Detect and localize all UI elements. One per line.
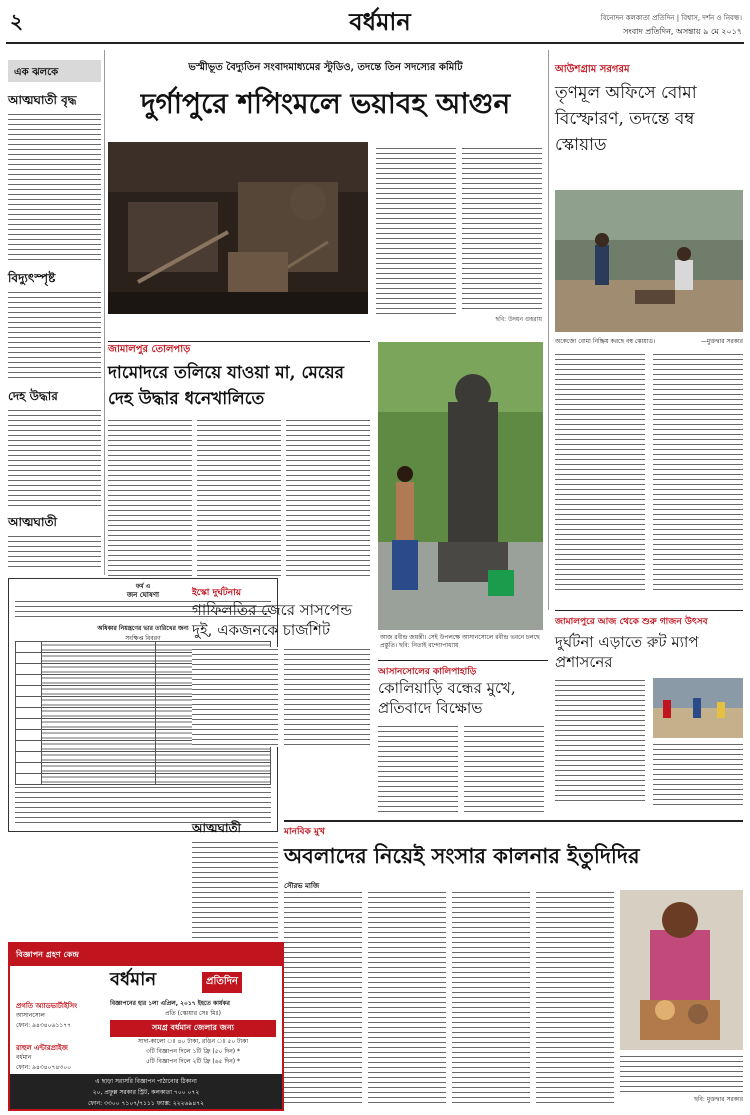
colliery-headline: কোলিয়াড়ি বন্ধের মুখে, প্রতিবাদে বিক্ষোভ — [378, 679, 516, 717]
brief-text-1 — [8, 112, 101, 262]
lead-kicker: ভস্মীভূত বৈদ্যুতিন সংবাদমাধ্যমের স্টুডিও, তদন্তে তিন সদস্যের কমিটি — [188, 62, 463, 73]
section-tag: এক ঝলকে — [14, 67, 59, 78]
colliery-text-col-1 — [378, 724, 458, 814]
masthead — [0, 0, 750, 44]
brief-heading-2: বিদ্যুৎস্পৃষ্ট — [8, 271, 56, 285]
ad-agency-1-phone: ফোন: ৯৪৩৪০৬১১৭৭ — [16, 1022, 72, 1029]
damodar-text-col-3 — [286, 418, 370, 578]
feature-headline: অবলাদের নিয়েই সংসার কালনার ইতুদিদির — [284, 843, 640, 868]
feature-text-col-2 — [368, 890, 446, 1106]
feature-photo-caption — [620, 1054, 743, 1094]
bomb-headline: তৃণমূল অফিসে বোমা বিস্ফোরণ, তদন্তে বম্ব স্কোয়াড — [555, 83, 697, 155]
lead-story — [108, 50, 543, 340]
ad-region: সমগ্র বর্ধমান জেলার জন্য — [110, 1020, 276, 1037]
feature-text-col-3 — [452, 890, 530, 1106]
lead-photo-fire — [108, 142, 368, 314]
feature-text-col-4 — [536, 890, 614, 1106]
ad-header — [10, 944, 282, 966]
page-title: বর্ধমান — [349, 7, 411, 36]
gajan-top-rule — [555, 610, 743, 611]
ad-offer-2: প্রতি (স্কোয়ার সেঃ মিঃ) — [164, 1010, 221, 1017]
suspend-text-col-1 — [192, 647, 278, 747]
brief-text-4 — [8, 534, 101, 570]
statue-caption: আজ রবীন্দ্র জয়ন্তী। সেই উপলক্ষে আসানসোলে রবীন্দ্র ভবনে চলছে প্রস্তুতি। ছবি: নিতাই বন্দ্যোপাধ্যায় — [380, 634, 540, 649]
masthead-info-top: বিনোদন কলকাতা প্রতিদিন | বিশ্বাস, দর্শন ও নিবন্ধ। — [600, 14, 742, 22]
ad-address: ২০, প্রফুল্ল সরকার স্ট্রিট, কলকাতা ৭০০ ০৭২ — [92, 1089, 200, 1096]
tender-form-label: ফর্ম এ — [135, 583, 151, 590]
page-number: ২ — [10, 9, 24, 33]
ad-phone: ফোন: ৩৩০০ ৭১০৭/৭১১১ ফ্যাক্স: ২২২৬৯৪৭২ — [87, 1100, 205, 1107]
advert-box — [8, 942, 284, 1111]
tender-table-head: সংক্ষিপ্ত বিবরণ — [125, 635, 161, 642]
masthead-rule — [6, 42, 744, 44]
feature-photo — [620, 890, 743, 1050]
bomb-photo — [555, 190, 743, 332]
tender-title: জন ঘোষণা — [126, 591, 160, 599]
suicide2-text — [192, 840, 278, 950]
tagore-statue-image — [378, 342, 543, 630]
ad-footer-text: এ ছাড়া সরাসরি বিজ্ঞাপন পাঠানোর ঠিকানা — [95, 1078, 197, 1085]
ad-tagline: বিজ্ঞাপন গ্রহণ কেন্দ্র — [16, 950, 79, 959]
brief-text-2 — [8, 290, 101, 382]
ad-offer-1: বিজ্ঞাপনের হার ১লা এপ্রিল, ২০১৭ ইহতে কার্যকর — [110, 1000, 230, 1007]
lead-headline: দুর্গাপুরে শপিংমলে ভয়াবহ আগুন — [140, 87, 511, 120]
colliery-story — [378, 662, 743, 817]
damodar-story — [108, 342, 370, 582]
bomb-tag: আউশগ্রাম সরগরম — [555, 64, 630, 75]
statue-photo — [378, 342, 543, 630]
suspend-story — [192, 585, 372, 815]
woman-with-animals-image — [620, 890, 743, 1050]
ad-agency-1: প্রগতি অ্যাডভার্টাইসিং — [16, 1002, 78, 1010]
gajan-headline: দুর্ঘটনা এড়াতে রুট ম্যাপ প্রশাসনের — [555, 633, 699, 671]
feature-tag: মানবিক মুখ — [284, 827, 325, 837]
ad-agency-1-area: আসানসোল — [16, 1012, 45, 1019]
feature-byline: সৌরভ মাজি — [284, 882, 320, 890]
feature-text-col-1 — [284, 890, 362, 1106]
lead-byline: ছবি: উদয়ন গুহরায় — [495, 316, 542, 323]
tender-subtitle: অধিকার নিয়ন্ত্রণের ভার তারিখের জন্য — [97, 625, 189, 632]
feature-top-rule — [284, 820, 743, 822]
lead-text-col-1 — [376, 146, 456, 316]
ad-agency-2: রাহুল এন্টারপ্রাইজ — [16, 1044, 68, 1052]
damodar-headline: দামোদরে তলিয়ে যাওয়া মা, মেয়ের দেহ উদ্ধার ধনেখালিতে — [108, 363, 344, 409]
section-tag-box — [8, 60, 101, 82]
bomb-text-col-2 — [653, 352, 743, 592]
ad-brand: প্রতিদিন — [202, 972, 242, 993]
damodar-text-col-2 — [197, 418, 281, 578]
left-column — [8, 60, 101, 570]
feature-credit: ছবি: মুক্তদ্বার সরকার — [694, 1096, 743, 1103]
suspend-tag: ইস্কো দুর্ঘটনায় — [192, 588, 241, 598]
suicide2-heading: আত্মঘাতী — [192, 821, 241, 835]
colliery-tag: আসানসোলের কালিপাহাড়ি — [378, 667, 477, 677]
ad-title: বর্ধমান — [110, 969, 157, 990]
gajan-tag: জামালপুরে আজ থেকে শুরু গাজন উৎসব — [555, 617, 708, 627]
left-column-divider — [104, 50, 105, 575]
ad-rate-2: ৩টি বিজ্ঞাপন দিলে ১টি ফ্রি (৫০ দিন) * — [145, 1048, 241, 1055]
ad-rate-3: ৫টি বিজ্ঞাপন দিলে ২টি ফ্রি (৬৫ দিন) * — [145, 1058, 241, 1065]
bomb-credit: —মুক্তদ্বার সরকার — [700, 338, 743, 345]
ad-agency-2-area: বর্ধমান — [16, 1054, 32, 1061]
brief-heading-4: আত্মঘাতী — [8, 515, 57, 529]
brief-heading-3: দেহ উদ্ধার — [8, 389, 58, 403]
feature-story — [284, 824, 743, 1109]
center-divider — [548, 50, 549, 610]
bomb-text-col-1 — [555, 352, 645, 592]
bomb-story — [555, 60, 743, 610]
ad-footer — [10, 1074, 282, 1109]
suspend-headline: গাফিলতির জেরে সাসপেন্ড দুই, একজনকে চার্জশিট — [192, 601, 353, 639]
bomb-squad-image — [555, 190, 743, 332]
fire-damage-image — [108, 142, 368, 314]
damodar-tag: জামালপুর তোলপাড় — [108, 344, 191, 355]
bomb-caption: অকেজো বোমা নিষ্ক্রিয় করছে বম্ব স্কোয়াড। — [555, 338, 656, 345]
colliery-text-col-2 — [464, 724, 544, 814]
lead-text-col-2 — [462, 146, 542, 312]
brief-heading-1: আত্মঘাতী বৃদ্ধ — [8, 93, 77, 107]
damodar-text-col-1 — [108, 418, 192, 578]
ad-agency-2-phone: ফোন: ৯৪৩৪০৭৪৩০০ — [16, 1064, 72, 1071]
colliery-top-rule — [378, 660, 548, 661]
brief-text-3 — [8, 408, 101, 508]
ad-rate-1: সাদা-কালো ঃ ৪০ টাকা, রঙিন ঃ ৫০ টাকা — [137, 1038, 249, 1045]
masthead-date: সংবাদ প্রতিদিন, অসন্তায় ৯ মে ২০১৭ — [623, 27, 742, 36]
suspend-text-col-2 — [284, 647, 370, 747]
